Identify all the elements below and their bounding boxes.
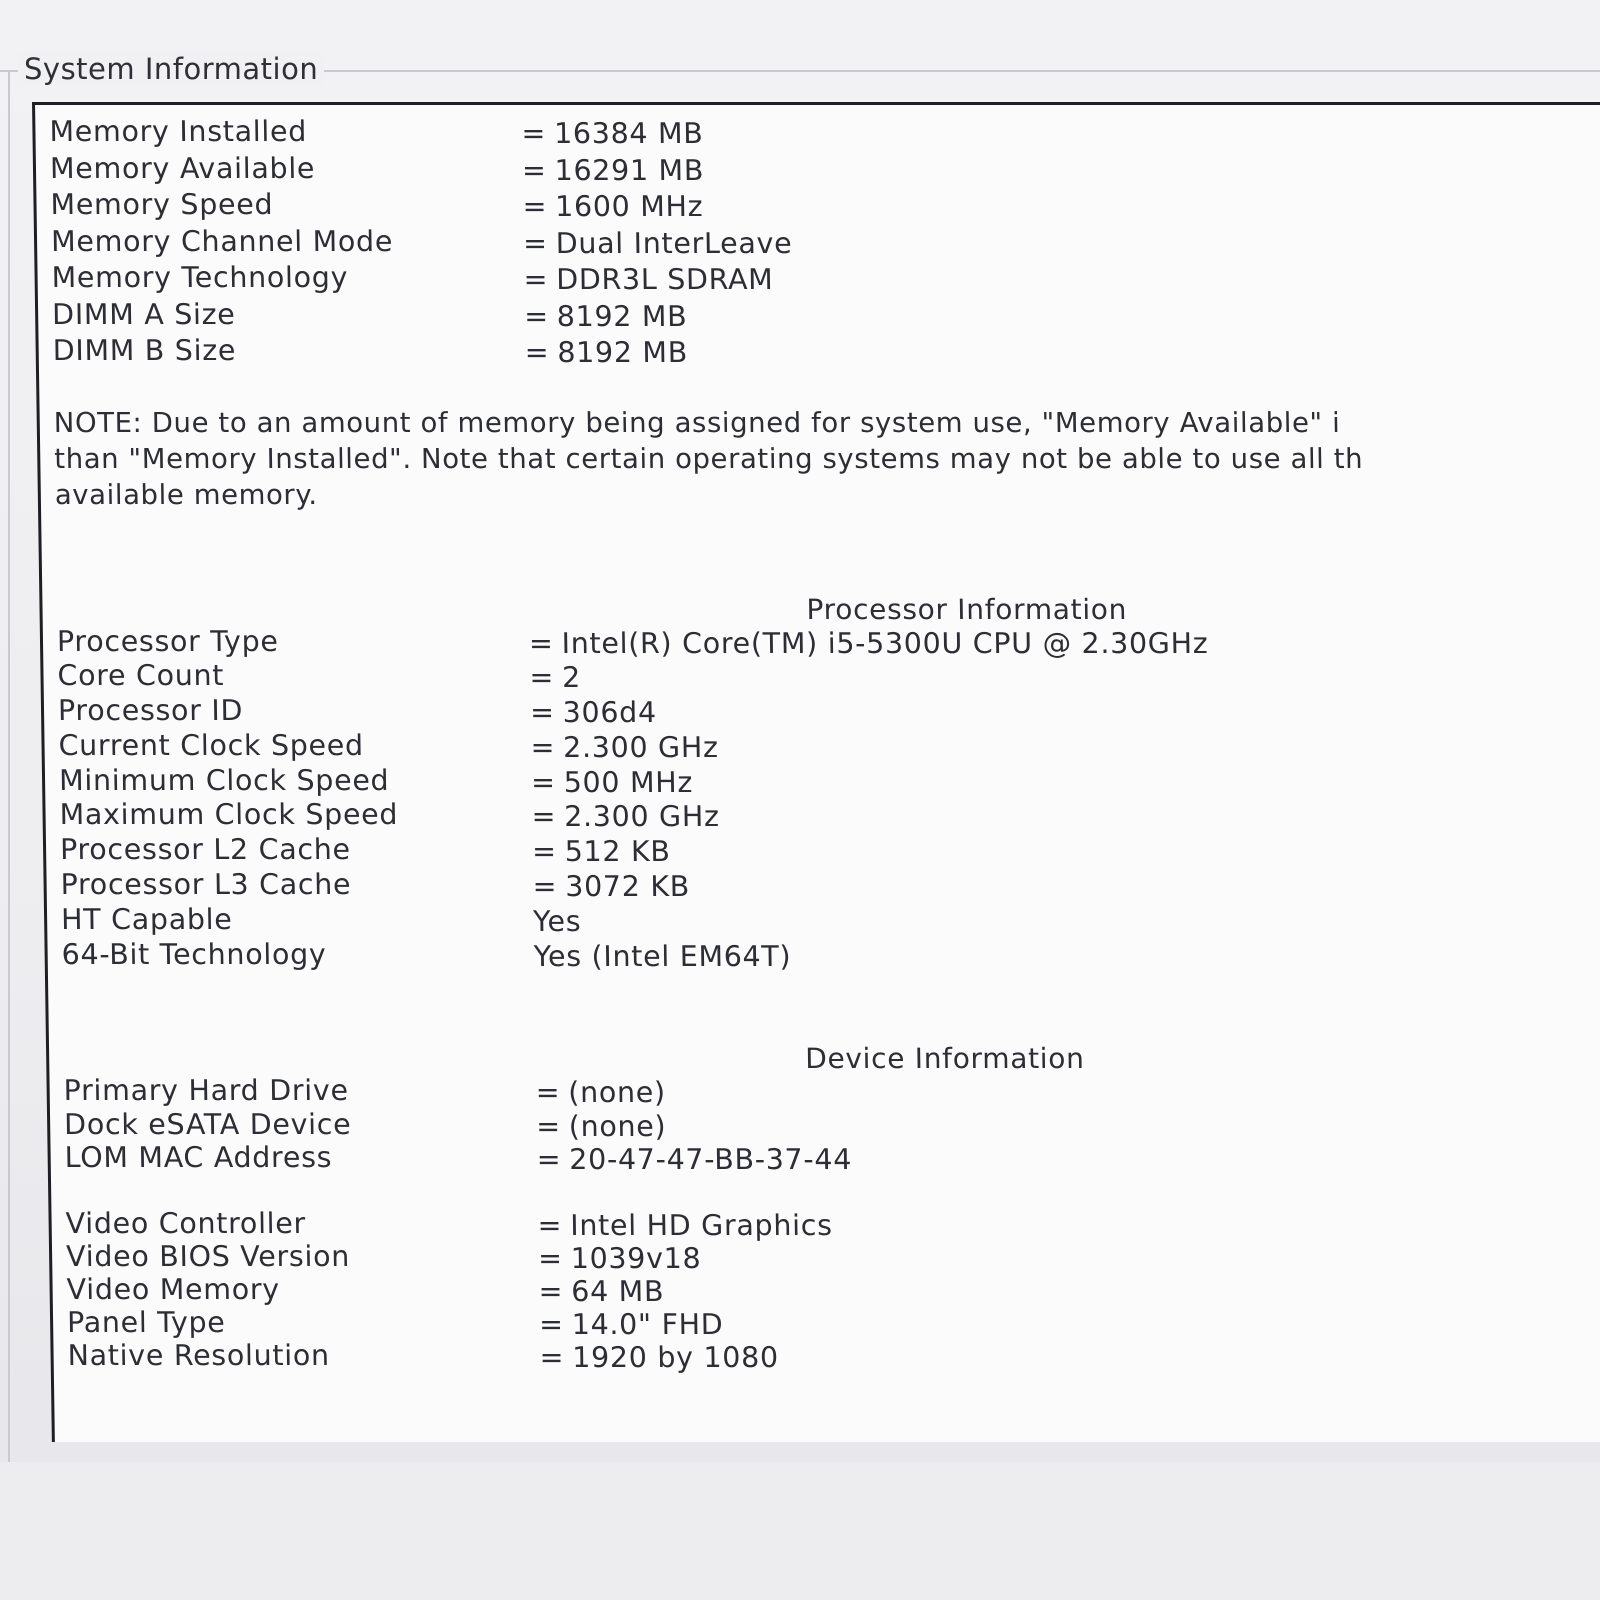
system-information-panel (32, 102, 1600, 1442)
info-label: Dock eSATA Device (63, 1107, 352, 1141)
info-row (58, 694, 1600, 729)
info-label: Primary Hard Drive (63, 1074, 349, 1108)
info-label: Processor L2 Cache (59, 833, 351, 867)
note-line: than "Memory Installed". Note that certain operating systems may not be able to use all th (54, 442, 1364, 475)
info-label: Native Resolution (67, 1338, 330, 1372)
info-label: HT Capable (60, 902, 233, 936)
info-value: Yes (Intel EM64T) (533, 939, 792, 973)
info-label: Processor L3 Cache (60, 868, 352, 902)
info-value: = Intel HD Graphics (537, 1208, 833, 1242)
info-value: = 2 (529, 661, 582, 695)
info-label: Processor Type (56, 624, 279, 658)
info-label: Minimum Clock Speed (58, 763, 390, 797)
note-line: available memory. (54, 478, 318, 511)
info-value: = Intel(R) Core(TM) i5-5300U CPU @ 2.30GHz (528, 626, 1209, 660)
info-value: = 64 MB (538, 1274, 665, 1308)
section-spacer (65, 1175, 1600, 1207)
info-row (50, 152, 1600, 189)
info-value: = 1600 MHz (522, 190, 704, 223)
info-label: Video Controller (65, 1206, 307, 1240)
info-label: DIMM B Size (52, 334, 237, 367)
info-label: Memory Channel Mode (50, 224, 394, 258)
device-information-heading: Device Information (804, 1042, 1085, 1076)
panel-content (49, 115, 1600, 1372)
info-row (67, 1339, 1600, 1372)
info-row (67, 1306, 1600, 1339)
info-label: Video Memory (66, 1272, 281, 1306)
info-label: Memory Available (49, 151, 316, 185)
info-value: = 2.300 GHz (530, 730, 719, 764)
info-row (60, 868, 1600, 903)
info-label: Maximum Clock Speed (59, 798, 399, 832)
info-value: = 306d4 (529, 696, 658, 730)
info-value: Yes (532, 904, 582, 938)
info-row (60, 833, 1600, 868)
info-label: Processor ID (57, 694, 244, 728)
info-value: = 14.0" FHD (538, 1307, 724, 1341)
info-value: = 16384 MB (521, 117, 704, 150)
memory-note (53, 405, 1600, 513)
info-value: = (none) (535, 1109, 667, 1143)
info-label: 64-Bit Technology (61, 937, 327, 971)
info-value: = 3072 KB (532, 870, 691, 904)
screen-background (0, 1462, 1600, 1600)
info-row (51, 261, 1600, 298)
info-row (59, 764, 1600, 799)
memory-section (49, 115, 1600, 371)
info-row (59, 798, 1600, 833)
info-row (64, 1141, 1600, 1175)
info-value: = 20-47-47-BB-37-44 (536, 1143, 853, 1177)
info-label: Panel Type (66, 1305, 226, 1339)
info-value: = (none) (535, 1076, 667, 1110)
info-row (65, 1207, 1600, 1240)
info-row (61, 903, 1600, 938)
info-row (61, 938, 1600, 973)
info-value: = 1039v18 (537, 1241, 702, 1275)
info-row (66, 1273, 1600, 1306)
info-row (63, 1074, 1600, 1108)
info-label: Core Count (57, 659, 225, 693)
info-label: Memory Speed (50, 188, 274, 221)
info-label: DIMM A Size (51, 297, 236, 331)
info-value: = 512 KB (531, 835, 671, 869)
info-row (57, 659, 1600, 694)
info-row (58, 729, 1600, 764)
note-line: NOTE: Due to an amount of memory being assigned for system use, "Memory Available" i (53, 406, 1341, 439)
info-value: = Dual InterLeave (522, 226, 793, 260)
info-row (52, 298, 1600, 335)
info-value: = DDR3L SDRAM (523, 263, 774, 296)
info-row (57, 625, 1600, 660)
info-row (49, 115, 1600, 152)
group-title: System Information (18, 52, 324, 86)
info-value: = 8192 MB (524, 336, 689, 369)
info-label: Memory Installed (49, 115, 308, 148)
info-label: LOM MAC Address (64, 1141, 333, 1175)
info-row (66, 1240, 1600, 1273)
info-label: Current Clock Speed (58, 728, 365, 762)
processor-section (57, 625, 1600, 973)
info-value: = 1920 by 1080 (539, 1340, 780, 1374)
info-value: = 500 MHz (530, 765, 694, 799)
video-section (65, 1207, 1600, 1372)
info-value: = 2.300 GHz (531, 800, 720, 834)
info-label: Video BIOS Version (65, 1239, 351, 1273)
processor-information-heading: Processor Information (806, 592, 1128, 626)
info-row (64, 1108, 1600, 1142)
info-row (51, 225, 1600, 262)
device-section (63, 1074, 1600, 1175)
info-label: Memory Technology (51, 261, 349, 294)
info-value: = 16291 MB (521, 153, 705, 187)
info-value: = 8192 MB (523, 299, 688, 333)
info-row (52, 334, 1600, 371)
info-row (50, 188, 1600, 225)
